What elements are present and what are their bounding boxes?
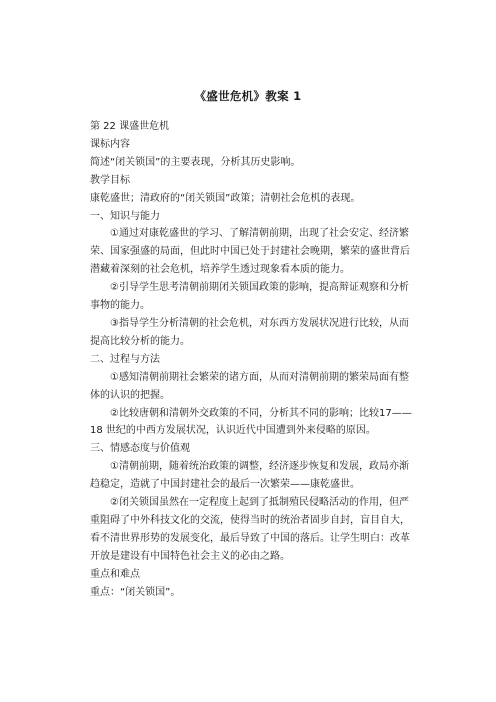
paragraph: ②闭关锁国虽然在一定程度上起到了抵制殖民侵略活动的作用，但严重阻碍了中外科技文化的交流，使得当时的统治者固步自封，盲目自大，看不清世界形势的发展变化，最后导致了中国的落后。让学生明白：改革开放是建设有中国特色社会主义的必由之路。 [90,497,410,562]
paragraph: ①感知清朝前期社会繁荣的诸方面，从而对清朝前期的繁荣局面有整体的认识的把握。 [90,371,409,401]
subsection-heading: 二、过程与方法 [90,353,160,365]
document-title: 《盛世危机》教案 1 [194,89,302,103]
section-heading: 重点和难点 [90,568,140,580]
paragraph: 重点：“闭关锁国”。 [90,586,181,598]
paragraph: ①清朝前期，随着统治政策的调整，经济逐步恢复和发展，政局亦渐趋稳定，造就了中国封建社会的最后一次繁荣——康乾盛世。 [90,461,409,491]
subsection-heading: 一、知识与能力 [90,210,160,222]
lesson-heading: 第 22 课盛世危机 [90,121,170,132]
paragraph: 简述“闭关锁国”的主要表现，分析其历史影响。 [90,156,301,168]
paragraph: ②比较唐朝和清朝外交政策的不同，分析其不同的影响；比较17——18 世纪的中西方发展状况，认识近代中国遭到外来侵略的原因。 [90,407,412,437]
section-heading: 课标内容 [90,138,130,150]
paragraph: ③指导学生分析清朝的社会危机，对东西方发展状况进行比较，从而提高比较分析的能力。 [90,317,409,347]
document-body [90,118,412,601]
paragraph: ①通过对康乾盛世的学习、了解清朝前期，出现了社会安定、经济繁荣、国家强盛的局面，但此时中国已处于封建社会晚期，繁荣的盛世背后潜藏着深刻的社会危机，培养学生透过现象看本质的能力。 [90,228,410,276]
paragraph: ②引导学生思考清朝前期闭关锁国政策的影响，提高辩证观察和分析事物的能力。 [90,282,409,312]
subsection-heading: 三、情感态度与价值观 [90,443,190,455]
paragraph: 康乾盛世；清政府的“闭关锁国”政策；清朝社会危机的表现。 [90,192,361,204]
section-heading: 教学目标 [90,174,130,186]
